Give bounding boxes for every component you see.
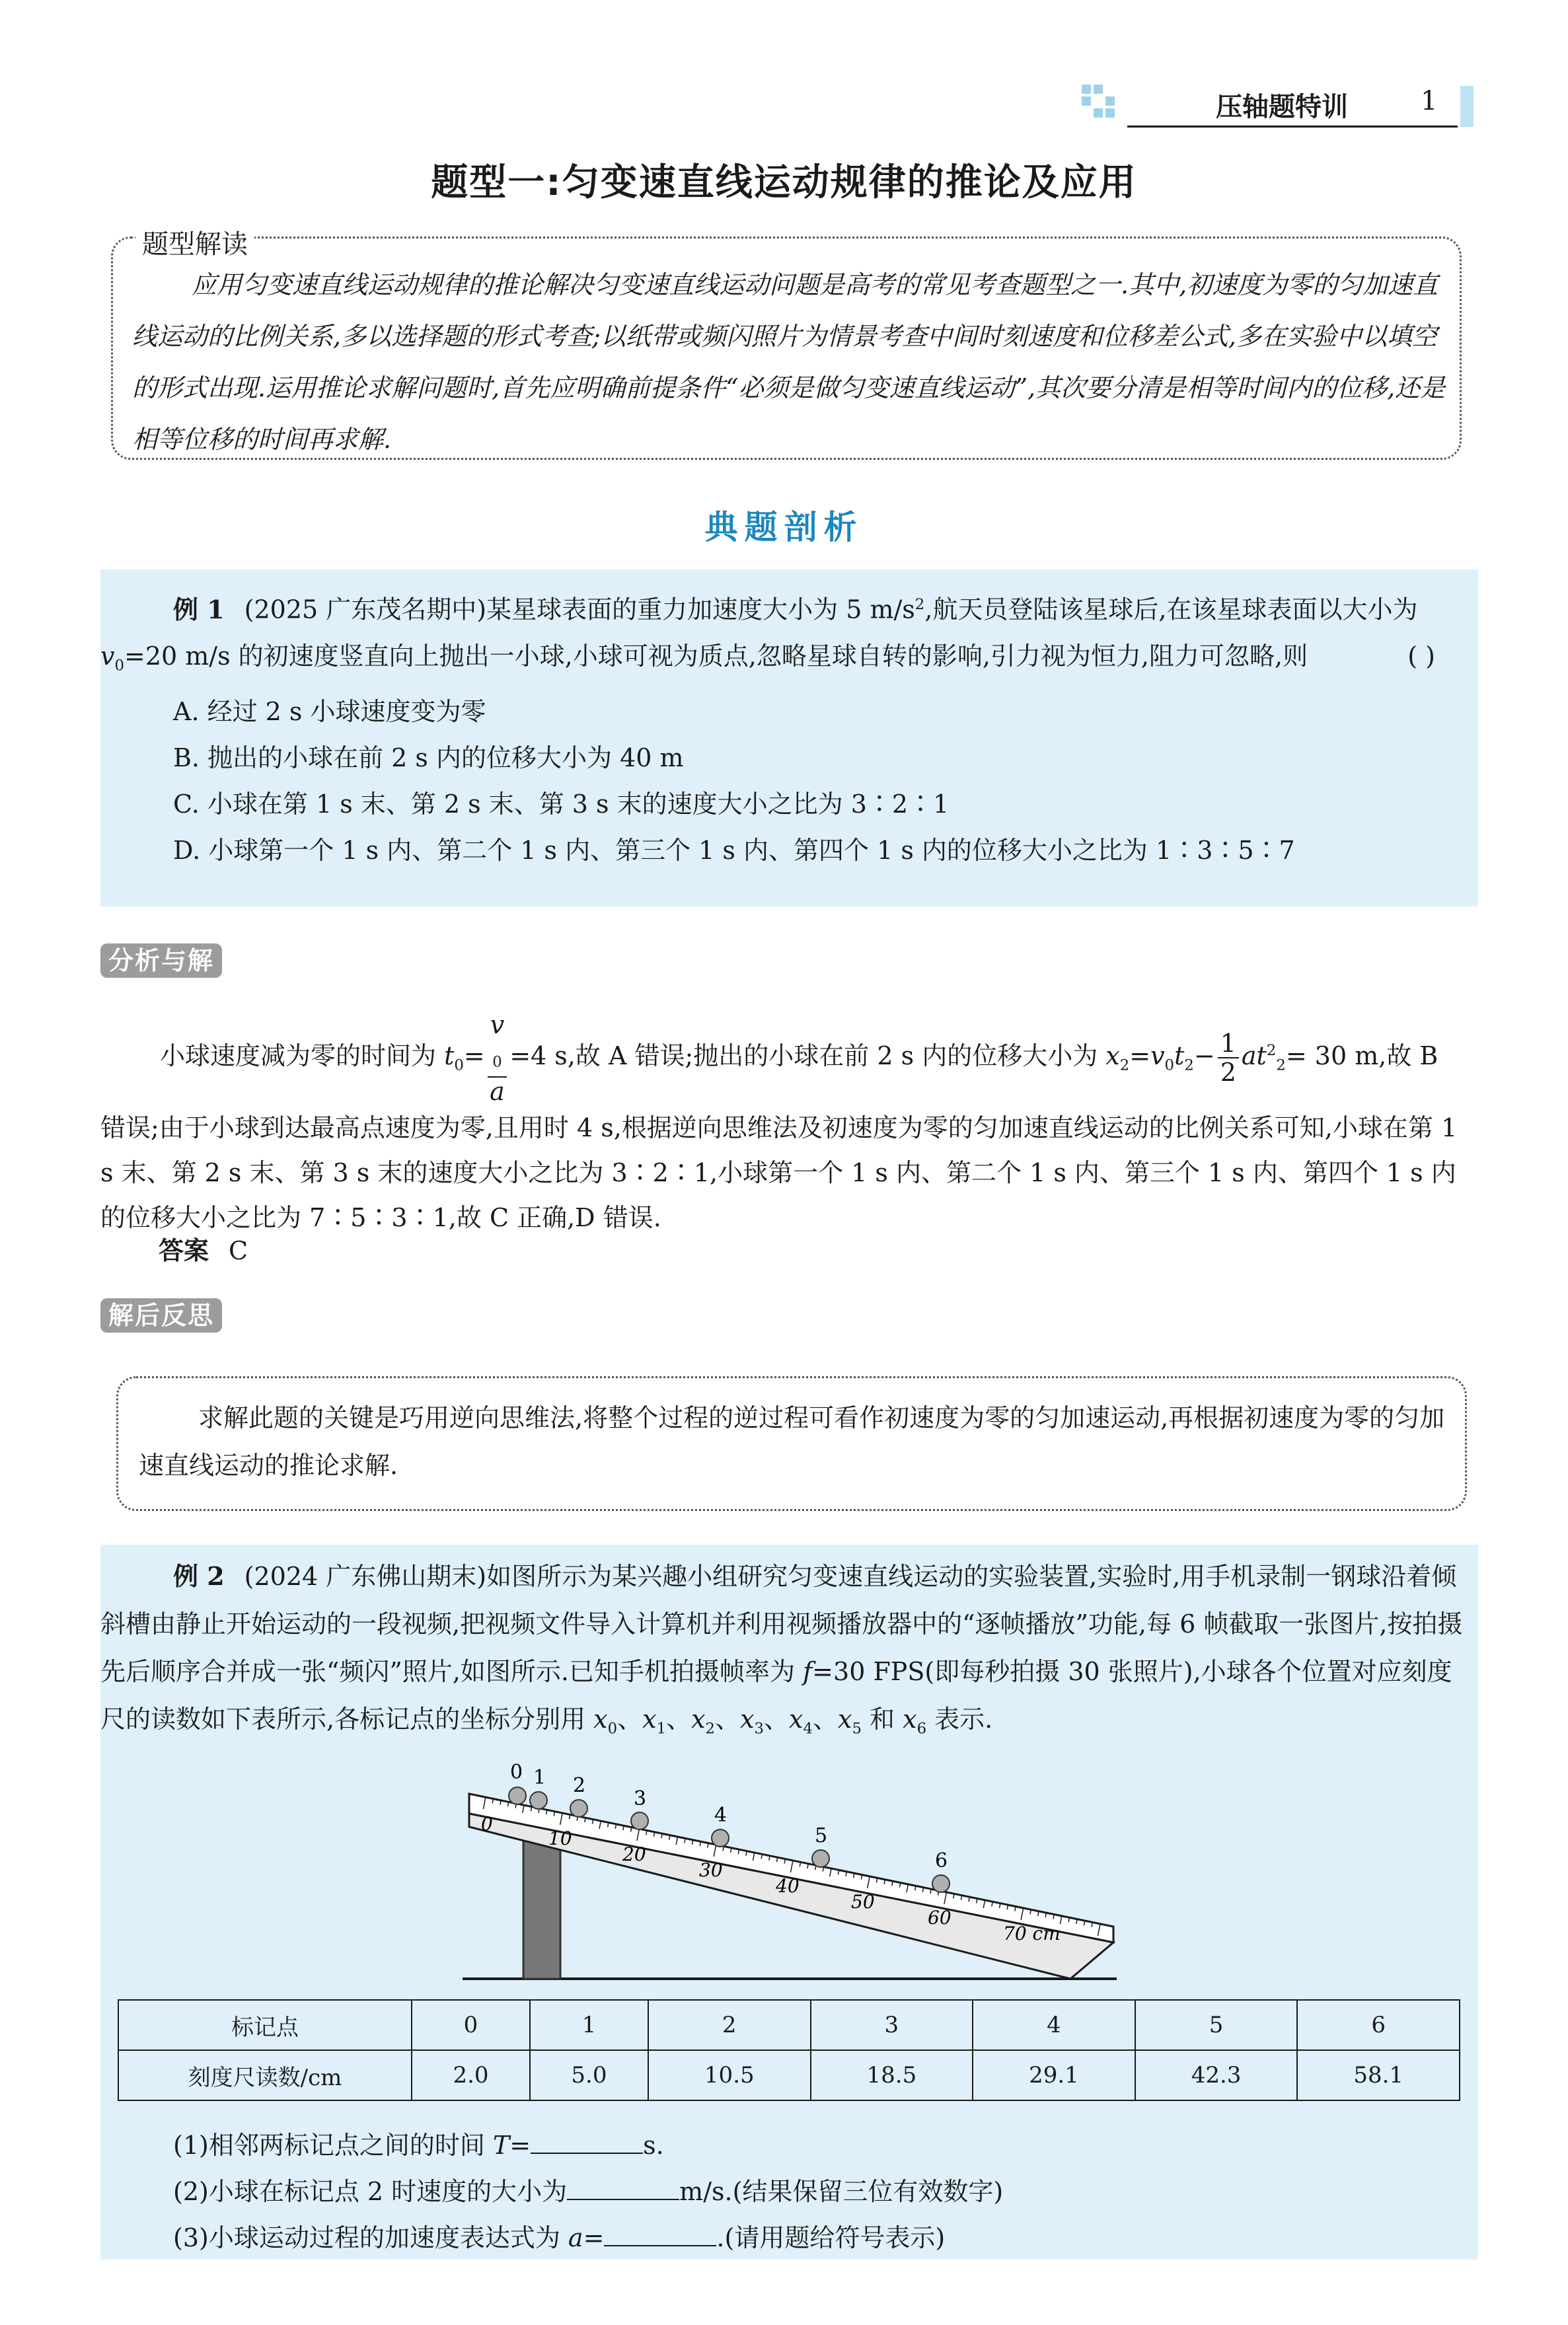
sol-minus: −: [1193, 1041, 1215, 1070]
example1-sup: 2: [915, 596, 925, 613]
example1-text-part2: ,航天员登陆该星球后,在该星球表面以大小为: [924, 595, 1418, 624]
q2-text-a: (2)小球在标记点 2 时速度的大小为: [173, 2177, 568, 2206]
scale-label-60: 60: [928, 1907, 952, 1929]
scale-label-50: 50: [851, 1891, 875, 1913]
sol-t: t: [444, 1041, 455, 1070]
sep-2: 、: [666, 1705, 692, 1734]
example2-text-part2: =30 FPS(即每秒拍摄 30 张照片),小球各个位置对应刻度尺的读数如下表所示,各标记点的坐标分别用: [100, 1657, 1452, 1734]
sol-s2: =4 s,故 A 错误;抛出的小球在前 2 s 内的位移大小为: [509, 1041, 1106, 1070]
example1-text-part3: =20 m/s 的初速度竖直向上抛出一小球,小球可视为质点,忽略星球自转的影响,引力视为恒力,阻力可忽略,则: [124, 641, 1308, 671]
sol-s1: 小球速度减为零的时间为: [160, 1041, 445, 1070]
answer-label: 答案: [159, 1236, 209, 1265]
point-cell-5: 5: [1135, 2000, 1298, 2050]
sol-sup2: 2: [1266, 1042, 1277, 1060]
coord-x4-sub: 4: [803, 1720, 813, 1738]
ball-0: [509, 1787, 526, 1804]
sep-3: 、: [715, 1705, 741, 1734]
ball-1: [530, 1792, 547, 1809]
reading-cell-5: 42.3: [1135, 2050, 1298, 2100]
point-label-2: 2: [573, 1774, 586, 1797]
option-d: D. 小球第一个 1 s 内、第二个 1 s 内、第三个 1 s 内、第四个 1 s 内的位移大小之比为 1∶3∶5∶7: [173, 836, 1295, 866]
scale-label-30: 30: [699, 1859, 723, 1881]
coord-x4: x: [789, 1705, 803, 1734]
coord-x2: x: [691, 1705, 706, 1734]
sol-v: v: [1150, 1041, 1165, 1070]
sol-frac-den: a: [490, 1076, 505, 1106]
coord-x1: x: [642, 1705, 657, 1734]
point-cell-4: 4: [973, 2000, 1135, 2050]
coord-x3-sub: 3: [754, 1720, 765, 1738]
coord-x5: x: [838, 1705, 852, 1734]
row-header-readings: 刻度尺读数/cm: [118, 2050, 412, 2100]
answer-blank-3[interactable]: [604, 2225, 716, 2246]
q1-text-b: =: [509, 2131, 531, 2160]
intro-label: 题型解读: [135, 223, 254, 261]
sep-5: 、: [813, 1705, 839, 1734]
ball-5: [812, 1850, 829, 1867]
coord-x0: x: [593, 1705, 608, 1734]
option-a: A. 经过 2 s 小球速度变为零: [173, 697, 486, 727]
sol-s4: =: [1285, 1041, 1307, 1070]
section-subtitle: 典题剖析: [704, 508, 864, 546]
ball-2: [570, 1800, 587, 1817]
solution-text: [100, 1011, 1468, 1240]
sol-frac-num: v: [490, 1010, 505, 1039]
point-label-1: 1: [533, 1766, 546, 1789]
point-cell-3: 3: [811, 2000, 973, 2050]
header-side-bar: [1460, 86, 1474, 127]
intro-text: [132, 259, 1447, 465]
intro-paragraph: 应用匀变速直线运动规律的推论解决匀变速直线运动问题是高考的常见考查题型之一.其中,初速度为零的匀加速直线运动的比例关系,多以选择题的形式考查;以纸带或频闪照片为情景考查中间时刻速度和位移差公式,多在实验中以填空的形式出现.运用推论求解问题时,首先应明确前提条件“必须是做匀变速直线运动”,其次要分清是相等时间内的位移,还是相等位移的时间再求解.: [132, 270, 1446, 454]
example1-question: [100, 581, 1462, 873]
q3-text-c: .(请用题给符号表示): [716, 2223, 946, 2252]
reflection-text: 求解此题的关键是巧用逆向思维法,将整个过程的逆过程可看作初速度为零的匀加速运动,再根据初速度为零的匀加速直线运动的推论求解.: [139, 1403, 1445, 1480]
scale-label-70: 70 cm: [1003, 1923, 1061, 1944]
answer-paren: ( ): [1407, 641, 1435, 671]
row-header-points: 标记点: [118, 2000, 412, 2050]
sol-half-num: 1: [1218, 1029, 1239, 1058]
reflection-tag: 解后反思: [100, 1298, 222, 1333]
coord-x5-sub: 5: [852, 1720, 862, 1738]
table-row-readings: [118, 2050, 1460, 2100]
sol-half-den: 2: [1220, 1058, 1236, 1088]
page-title: 题型一:匀变速直线运动规律的推论及应用: [431, 161, 1137, 204]
header-rule: [1127, 126, 1458, 128]
page-number: 1: [1421, 86, 1438, 116]
point-label-6: 6: [935, 1849, 948, 1872]
sol-at-sub: 2: [1276, 1056, 1286, 1074]
coord-x6: x: [903, 1705, 917, 1734]
scale-label-20: 20: [622, 1843, 646, 1865]
header-decoration-squares: [1082, 85, 1121, 124]
q3-text-a: (3)小球运动过程的加速度表达式为: [173, 2223, 568, 2252]
q2-text-b: m/s.(结果保留三位有效数字): [679, 2177, 1004, 2206]
option-b: B. 抛出的小球在前 2 s 内的位移大小为 40 m: [173, 743, 684, 773]
answer-blank-2[interactable]: [567, 2179, 679, 2200]
q1-var: T: [492, 2131, 510, 2160]
sol-t2: t: [1174, 1041, 1185, 1070]
sol-x: x: [1105, 1041, 1120, 1070]
point-cell-1: 1: [530, 2000, 648, 2050]
and-word: 和: [861, 1705, 903, 1734]
sep-4: 、: [764, 1705, 790, 1734]
sol-at: at: [1241, 1041, 1267, 1070]
example1-var-v: v: [100, 641, 115, 671]
ball-3: [631, 1812, 648, 1829]
answer-line: [159, 1230, 248, 1267]
point-label-5: 5: [815, 1824, 828, 1847]
reading-cell-0: 2.0: [412, 2050, 530, 2100]
coord-x2-sub: 2: [705, 1720, 716, 1738]
header-section-title: 压轴题特训: [1216, 92, 1348, 122]
example2-text-part1: (2024 广东佛山期末)如图所示为某兴趣小组研究匀变速直线运动的实验装置,实验时,用手机录制一钢球沿着倾斜槽由静止开始运动的一段视频,把视频文件导入计算机并利用视频播放器中的“逐帧播放”功能,每 6 帧截取一张图片,按拍摄先后顺序合并成一张“频闪”照片,如图所示.已知手机拍摄帧率为: [100, 1562, 1463, 1686]
question-1: [173, 2125, 664, 2161]
example2-question: [100, 1553, 1465, 1753]
sol-t2-sub: 2: [1184, 1056, 1194, 1074]
sol-v-sub: 0: [1164, 1056, 1175, 1074]
question-3: [173, 2217, 945, 2254]
reading-cell-1: 5.0: [530, 2050, 648, 2100]
q3-text-b: =: [583, 2223, 605, 2252]
reading-cell-6: 58.1: [1297, 2050, 1460, 2100]
example2-text-part3: 表示.: [926, 1705, 993, 1734]
example1-label: 例 1: [173, 594, 225, 624]
answer-blank-1[interactable]: [531, 2133, 643, 2154]
point-label-0: 0: [510, 1761, 523, 1784]
sol-sub2: 2: [1119, 1056, 1130, 1074]
solution-tag: 分析与解: [100, 943, 222, 978]
reading-cell-3: 18.5: [811, 2050, 973, 2100]
incline-figure: [449, 1744, 1137, 1989]
example1-text-part1: (2025 广东茂名期中)某星球表面的重力加速度大小为 5 m/s: [244, 595, 915, 624]
point-cell-0: 0: [412, 2000, 530, 2050]
sol-frac-sub: 0: [492, 1053, 502, 1071]
point-label-4: 4: [714, 1804, 728, 1827]
scale-label-40: 40: [776, 1875, 800, 1897]
coord-x0-sub: 0: [607, 1720, 618, 1738]
reading-cell-4: 29.1: [973, 2050, 1135, 2100]
q1-text-a: (1)相邻两标记点之间的时间: [173, 2131, 493, 2160]
answer-value: C: [229, 1236, 248, 1265]
coord-x1-sub: 1: [656, 1720, 667, 1738]
example2-var-f: f: [803, 1657, 813, 1686]
question-2: [173, 2171, 1003, 2207]
sol-eq: =: [463, 1041, 485, 1070]
point-cell-2: 2: [648, 2000, 811, 2050]
example1-sub0: 0: [114, 657, 124, 675]
q3-var: a: [568, 2223, 583, 2252]
support-post: [523, 1837, 560, 1979]
sep-1: 、: [617, 1705, 643, 1734]
q1-text-c: s.: [643, 2131, 664, 2160]
ball-4: [712, 1829, 729, 1847]
point-cell-6: 6: [1297, 2000, 1460, 2050]
scale-label-10: 10: [548, 1827, 572, 1849]
reading-cell-2: 10.5: [648, 2050, 811, 2100]
example2-label: 例 2: [173, 1561, 225, 1591]
coord-x3: x: [740, 1705, 755, 1734]
sol-sub0: 0: [454, 1056, 464, 1074]
scale-label-0: 0: [481, 1813, 493, 1835]
fraction-one-half: [1218, 1029, 1239, 1086]
sol-s3: =: [1129, 1041, 1151, 1070]
coord-x6-sub: 6: [916, 1720, 927, 1738]
fraction-v0-over-a: [488, 1011, 507, 1105]
table-row-points: [118, 2000, 1460, 2050]
option-c: C. 小球在第 1 s 末、第 2 s 末、第 3 s 末的速度大小之比为 3∶2∶1: [173, 790, 950, 819]
sol-rest: 30 m,故 B 错误;由于小球到达最高点速度为零,且用时 4 s,根据逆向思维法及初速度为零的匀加速直线运动的比例关系可知,小球在第 1 s 末、第 2 s 末、第 3 s 末的速度大小之比为 3∶2∶1,小球第一个 1 s 内、第二个 1 s 内、第三个 1 s 内、第四个 1 s 内的位移大小之比为 7∶5∶3∶1,故 C 正确,D 错误.: [100, 1041, 1458, 1232]
ball-6: [932, 1875, 950, 1892]
readings-table: [118, 1999, 1460, 2101]
point-label-3: 3: [634, 1787, 647, 1810]
